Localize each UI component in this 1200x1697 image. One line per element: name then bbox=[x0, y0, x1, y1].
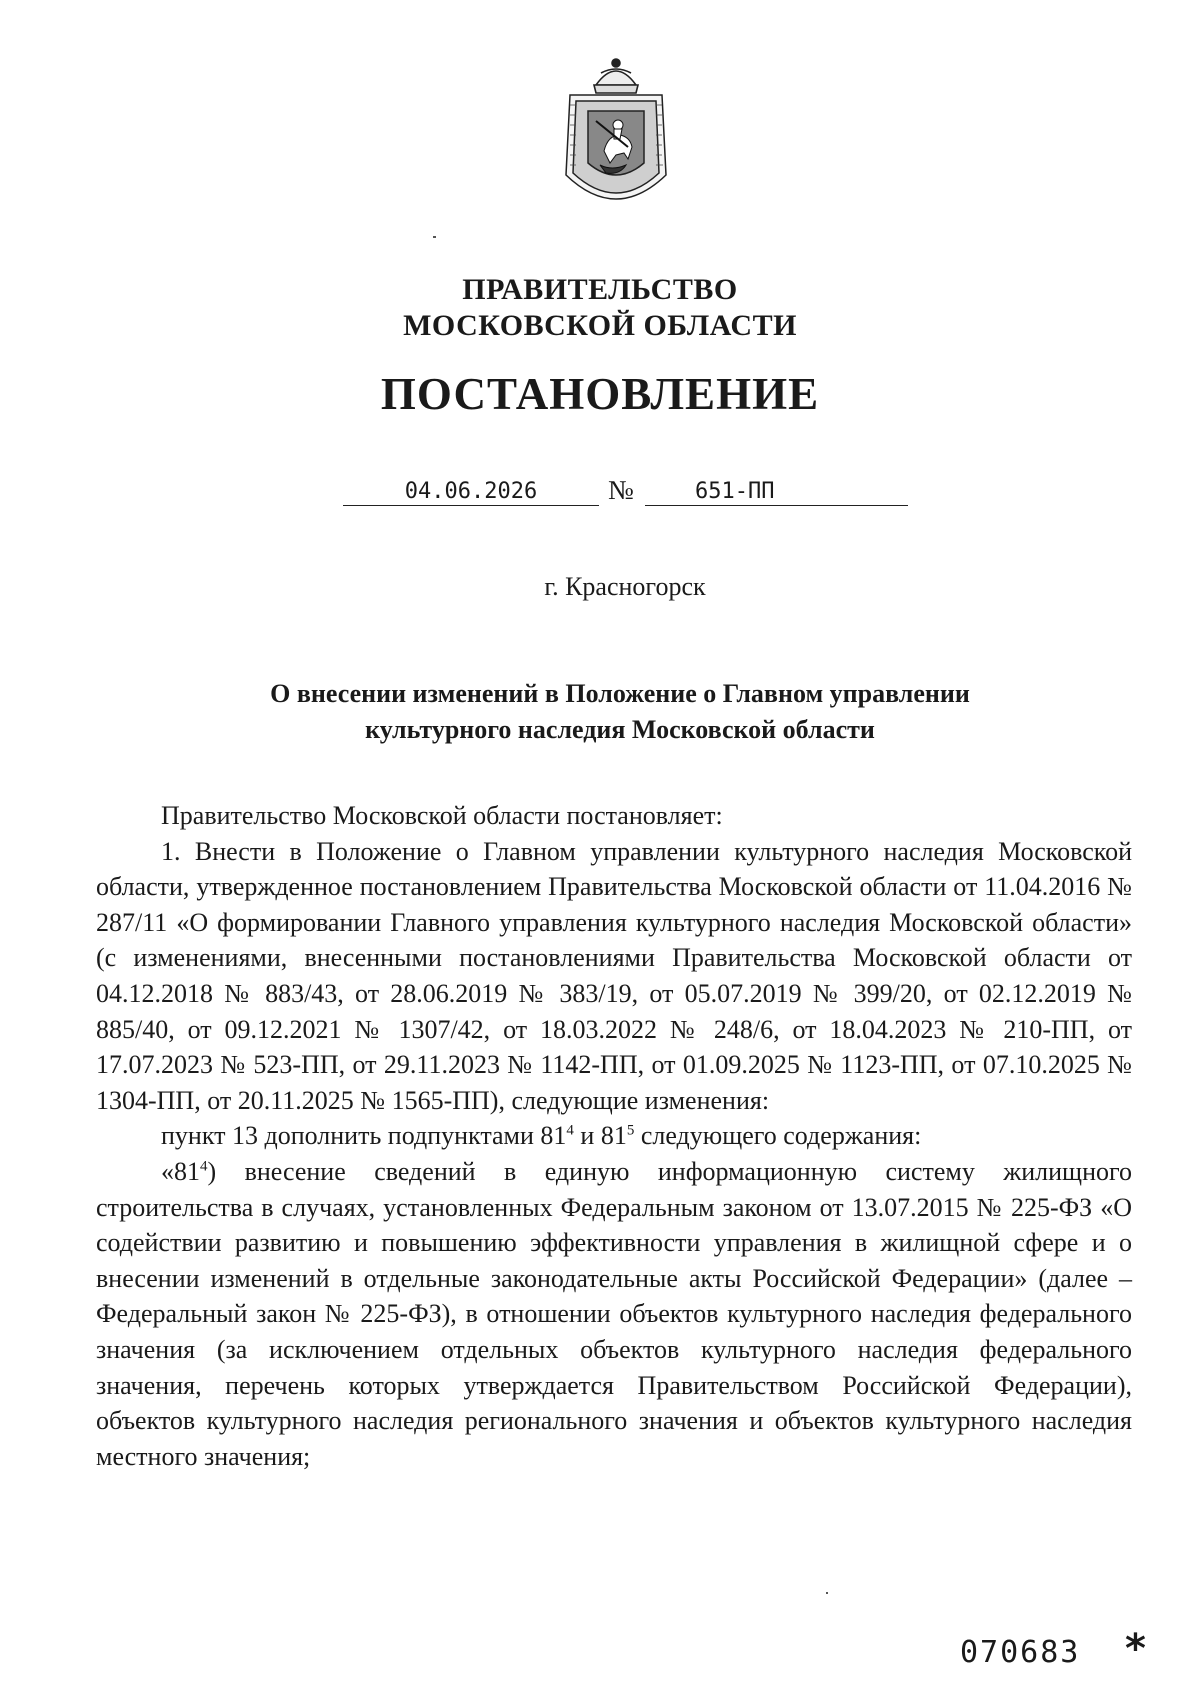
subclause-text-a: «81 bbox=[161, 1156, 200, 1186]
number-sign: № bbox=[608, 475, 634, 505]
document-body bbox=[96, 798, 1132, 1474]
title-line-1: О внесении изменений в Положение о Главном управлении bbox=[270, 679, 970, 708]
authority-line-1: ПРАВИТЕЛЬСТВО bbox=[462, 273, 738, 306]
intro-text-c: следующего содержания: bbox=[634, 1121, 922, 1151]
intro-superscript-1: 4 bbox=[566, 1122, 574, 1139]
title-line-2: культурного наследия Московской области bbox=[365, 715, 875, 744]
document-date: 04.06.2026 bbox=[404, 479, 538, 504]
amendment-intro-paragraph bbox=[96, 1118, 1132, 1154]
intro-text-a: пункт 13 дополнить подпунктами 81 bbox=[161, 1121, 567, 1151]
document-number: 651-ПП bbox=[695, 479, 775, 504]
subclause-superscript: 4 bbox=[200, 1158, 208, 1175]
intro-superscript-2: 5 bbox=[626, 1122, 635, 1139]
preamble-paragraph: Правительство Московской области постановляет: bbox=[161, 801, 723, 830]
document-city: г. Красногорск bbox=[544, 572, 706, 601]
number-underline bbox=[645, 505, 908, 506]
coat-of-arms-emblem bbox=[556, 55, 676, 220]
subclause-text-b: ) внесение сведений в единую информационную систему жилищного строительства в случаях, установленных Федеральным законом от 13.07.2015 № 225-ФЗ «О содействии развитию и повышению эффективности управления в жилищной сфере и о внесении изменений в отдельные законодательные акты Российской Федерации» (далее – Федеральный закон № 225-ФЗ), в отношении объектов культурного наследия федерального значения (за исключением отдельных объектов культурного наследия федерального значения, перечень которых утверждается Правительством Российской Федерации), объектов культурного наследия регионального значения и объектов культурного наследия местного значения; bbox=[96, 1156, 1132, 1471]
authority-line-2: МОСКОВСКОЙ ОБЛАСТИ bbox=[403, 309, 797, 342]
document-type: ПОСТАНОВЛЕНИЕ bbox=[380, 369, 820, 419]
issuing-authority bbox=[0, 272, 1200, 344]
clause-1-paragraph: 1. Внести в Положение о Главном управлении культурного наследия Московской области, утвержденное постановлением Правительства Московской области от 11.04.2016 № 287/11 «О формировании Главного управления культурного наследия Московской области» (с изменениями, внесенными постановлениями Правительства Московской области от 04.12.2018 № 883/43, от 28.06.2019 № 383/19, от 05.07.2019 № 399/20, от 02.12.2019 № 885/40, от 09.12.2021 № 1307/42, от 18.03.2022 № 248/6, от 18.04.2023 № 210-ПП, от 17.07.2023 № 523-ПП, от 29.11.2023 № 1142-ПП, от 01.09.2025 № 1123-ПП, от 07.10.2025 № 1304-ПП, от 20.11.2025 № 1565-ПП), следующие изменения: bbox=[96, 836, 1132, 1115]
subclause-81-4-paragraph bbox=[96, 1154, 1132, 1474]
date-underline bbox=[343, 505, 599, 506]
document-title bbox=[150, 676, 1090, 748]
serial-mark: * bbox=[1125, 1626, 1146, 1672]
scan-speck bbox=[826, 1592, 828, 1594]
intro-text-b: и 81 bbox=[573, 1121, 627, 1151]
document-number-line bbox=[343, 470, 908, 510]
serial-number: 070683 bbox=[960, 1635, 1081, 1670]
scan-speck bbox=[433, 236, 436, 238]
